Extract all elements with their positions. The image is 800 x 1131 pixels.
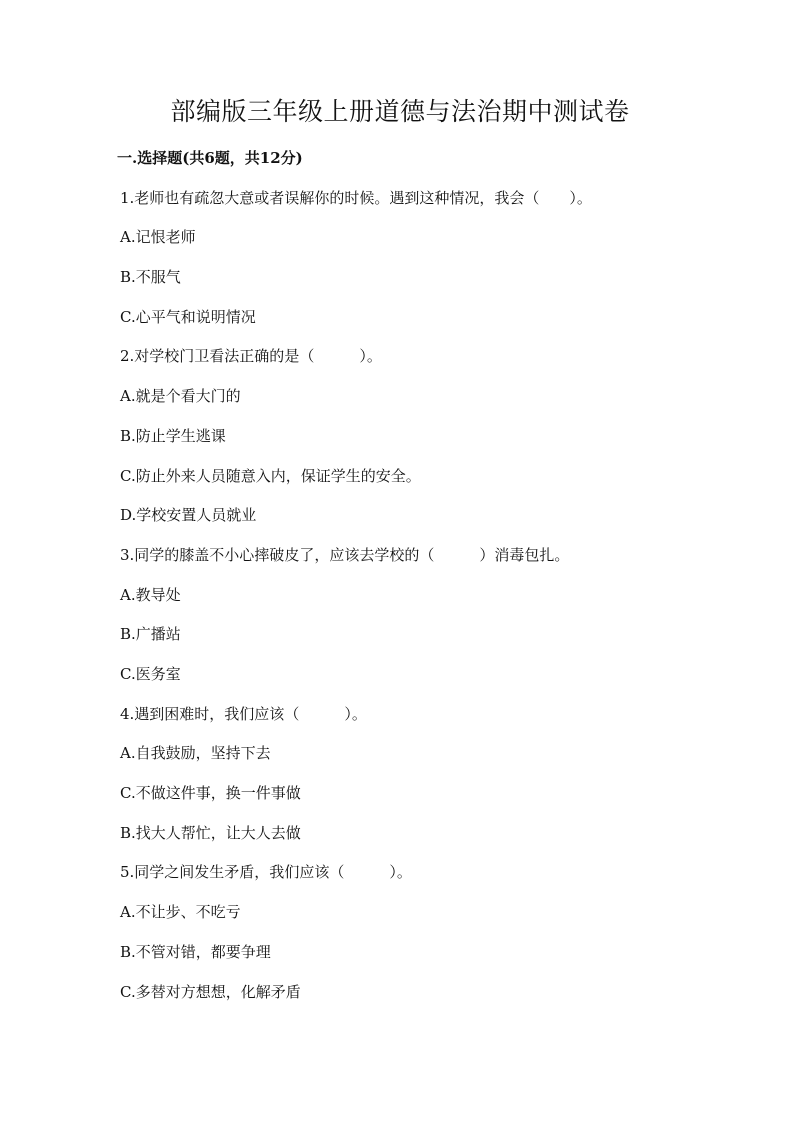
question-2-option-a: A.就是个看大门的 bbox=[120, 387, 241, 405]
question-3-option-a: A.教导处 bbox=[120, 586, 181, 604]
question-4-option-2: C.不做这件事，换一件事做 bbox=[120, 784, 301, 802]
question-1-option-a: A.记恨老师 bbox=[120, 228, 196, 246]
question-1-stem: 1.老师也有疏忽大意或者误解你的时候。遇到这种情况，我会（ ）。 bbox=[120, 189, 592, 207]
question-2-option-c: C.防止外来人员随意入内，保证学生的安全。 bbox=[120, 467, 421, 485]
question-5-stem: 5.同学之间发生矛盾，我们应该（ ）。 bbox=[120, 863, 412, 881]
question-1-option-c: C.心平气和说明情况 bbox=[120, 308, 256, 326]
question-3-option-c: C.医务室 bbox=[120, 665, 181, 683]
question-2-option-d: D.学校安置人员就业 bbox=[120, 506, 257, 524]
question-4-option-1: A.自我鼓励，坚持下去 bbox=[120, 744, 271, 762]
question-4-stem: 4.遇到困难时，我们应该（ ）。 bbox=[120, 705, 367, 723]
question-4-option-3: B.找大人帮忙，让大人去做 bbox=[120, 824, 301, 842]
question-2-stem: 2.对学校门卫看法正确的是（ ）。 bbox=[120, 347, 382, 365]
question-1-option-b: B.不服气 bbox=[120, 268, 181, 286]
question-5-option-c: C.多替对方想想，化解矛盾 bbox=[120, 983, 301, 1001]
question-3-option-b: B.广播站 bbox=[120, 625, 181, 643]
question-5-option-b: B.不管对错，都要争理 bbox=[120, 943, 271, 961]
question-3-stem: 3.同学的膝盖不小心摔破皮了，应该去学校的（ ）消毒包扎。 bbox=[120, 546, 570, 564]
page-title: 部编版三年级上册道德与法治期中测试卷 bbox=[170, 97, 630, 126]
question-2-option-b: B.防止学生逃课 bbox=[120, 427, 226, 445]
section-heading: 一.选择题(共6题，共12分) bbox=[117, 149, 303, 167]
question-5-option-a: A.不让步、不吃亏 bbox=[120, 903, 241, 921]
